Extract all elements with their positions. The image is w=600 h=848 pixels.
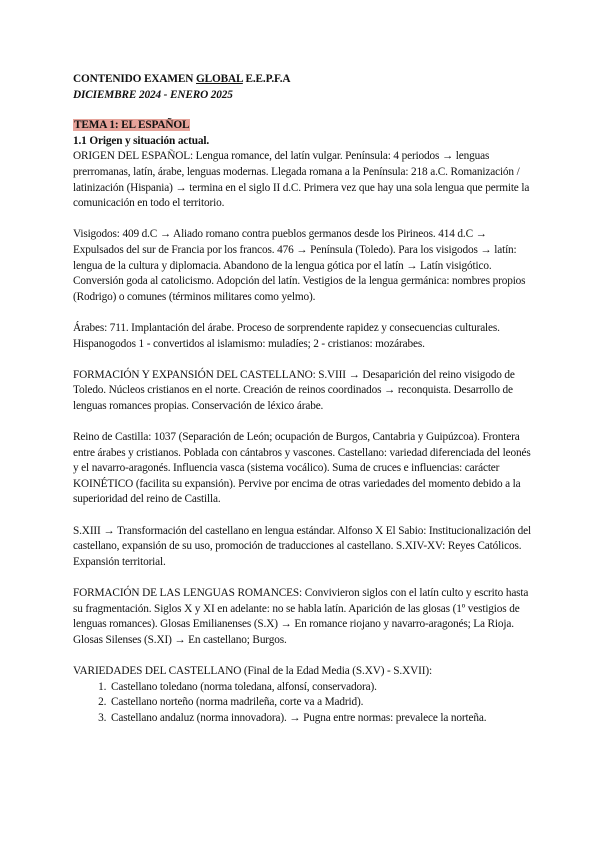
tema-heading: [73, 118, 533, 134]
list-item: 2. Castellano norteño (norma madrileña, corte va a Madrid).: [109, 695, 533, 711]
paragraph-siglo-xiii: S.XIII → Transformación del castellano en lengua estándar. Alfonso X El Sabio: Institucionalización del castellano, expansión de su uso, promoción de traducciones al castellano. S.XIV-XV: Reyes Católicos. Expansión territorial.: [73, 524, 531, 568]
paragraph-visigodos: Visigodos: 409 d.C → Aliado romano contra pueblos germanos desde los Pirineos. 414 d.C → Expulsados del sur de Francia por los francos. 476 → Península (Toledo). Para los visigodos → latín: lengua de la cultura y diplomacia. Abandono de la lengua gótica por el latín → Latín visigótico. Conversión goda al catolicismo. Adopción del latín. Vestigios de la lengua germánica: nombres propios (Rodrigo) o comunes (términos militares como yelmo).: [73, 228, 526, 303]
tema-highlight: TEMA 1: EL ESPAÑOL: [74, 119, 190, 132]
document-content: [73, 72, 533, 726]
document-title: [73, 72, 533, 88]
paragraph-origen: ORIGEN DEL ESPAÑOL: Lengua romance, del latín vulgar. Península: 4 periodos → lenguas prerromanas, latín, árabe, lenguas modernas. Llegada romana a la Península: 218 a.C. Romanización / latinización (Hispania) → termina en el siglo II d.C. Primera vez que hay una sola lengua que permite la comunicación en todo el territorio.: [73, 150, 530, 210]
variedades-list: [73, 680, 533, 727]
title-underlined: GLOBAL: [195, 73, 243, 85]
section-heading: 1.1 Origen y situación actual.: [73, 134, 210, 147]
paragraph-formacion-castellano: FORMACIÓN Y EXPANSIÓN DEL CASTELLANO: S.VIII → Desaparición del reino visigodo de Toledo. Núcleos cristianos en el norte. Creación de reinos coordinados → reconquista. Desarrollo de lenguas romances propias. Conservación de léxico árabe.: [73, 368, 515, 412]
list-item: 3. Castellano andaluz (norma innovadora). → Pugna entre normas: prevalece la norteña.: [109, 711, 533, 727]
paragraph-lenguas-romances: FORMACIÓN DE LAS LENGUAS ROMANCES: Convivieron siglos con el latín culto y escrito hasta su fragmentación. Siglos X y XI en adelante: no se habla latín. Aparición de las glosas (1º vestigios de lenguas romances). Glosas Emilianenses (S.X) → En romance riojano y navarro-aragonés; La Rioja. Glosas Silenses (S.XI) → En castellano; Burgos.: [73, 587, 529, 646]
document-subtitle: DICIEMBRE 2024 - ENERO 2025: [73, 88, 233, 101]
paragraph-variedades: VARIEDADES DEL CASTELLANO (Final de la Edad Media (S.XV) - S.XVII):: [73, 664, 432, 677]
paragraph-reino-castilla: Reino de Castilla: 1037 (Separación de León; ocupación de Burgos, Cantabria y Guipúzcoa). Frontera entre árabes y cristianos. Poblada con cántabros y vascones. Castellano: variedad diferenciada del leonés y el navarro-aragonés. Influencia vasca (sistema vocálico). Suma de cruces e influencias: carácter KOINÉTICO (facilita su expansión). Pervive por encima de otras variedades del momento debido a la superioridad del reino de Castilla.: [73, 431, 531, 506]
list-item: 1. Castellano toledano (norma toledana, alfonsí, conservadora).: [109, 680, 533, 696]
title-pre: CONTENIDO EXAMEN: [73, 73, 196, 85]
paragraph-arabes: Árabes: 711. Implantación del árabe. Proceso de sorprendente rapidez y consecuencias culturales. Hispanogodos 1 - convertidos al islamismo: muladíes; 2 - cristianos: mozárabes.: [73, 321, 500, 350]
title-post: E.E.P.F.A: [242, 73, 291, 85]
